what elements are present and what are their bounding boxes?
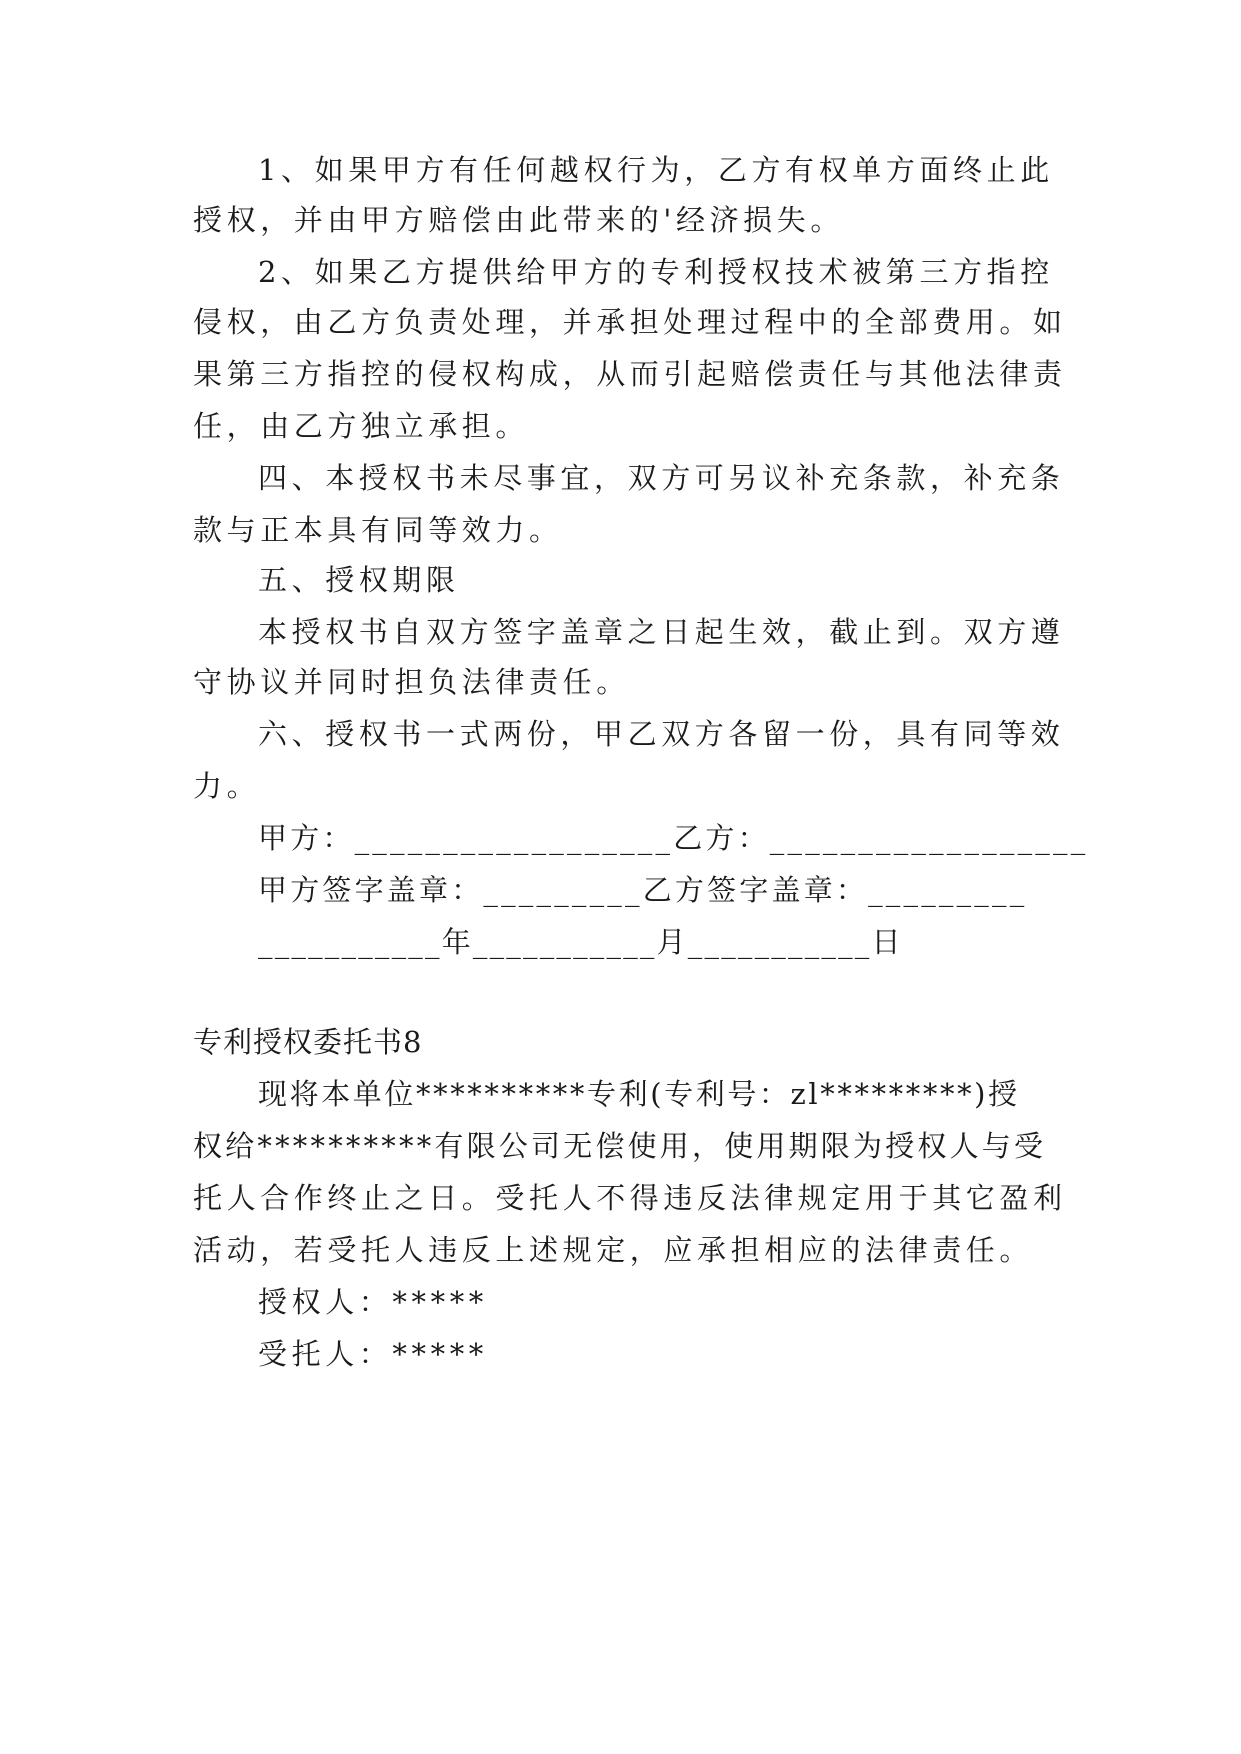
document-title: 专利授权委托书8 [193,1025,423,1059]
party-names-line: 甲方：__________________乙方：__________________ [258,821,1089,855]
section-5-line-1: 本授权书自双方签字盖章之日起生效，截止到。双方遵 [258,615,1065,649]
body-line-3: 托人合作终止之日。受托人不得违反法律规定用于其它盈利 [193,1181,1067,1215]
grantee-line: 受托人：***** [258,1337,488,1371]
section-6-line-2: 力。 [193,769,261,803]
signature-line: 甲方签字盖章：_________乙方签字盖章：_________ [258,873,1028,907]
clause-2-line-2: 侵权，由乙方负责处理，并承担处理过程中的全部费用。如 [193,305,1067,339]
body-line-4: 活动，若受托人违反上述规定，应承担相应的法律责任。 [193,1233,1034,1267]
clause-1-line-2: 授权，并由甲方赔偿由此带来的'经济损失。 [193,203,844,237]
body-line-2: 权给**********有限公司无偿使用，使用期限为授权人与受 [193,1129,1047,1163]
grantor-line: 授权人：***** [258,1285,488,1319]
section-5-line-2: 守协议并同时担负法律责任。 [193,665,630,699]
clause-2-line-1: 2、如果乙方提供给甲方的专利授权技术被第三方指控 [258,255,1054,289]
section-4-line-1: 四、本授权书未尽事宜，双方可另议补充条款，补充条 [258,461,1065,495]
date-line: ___________年___________月___________日 [258,925,903,959]
clause-1-line-1: 1、如果甲方有任何越权行为，乙方有权单方面终止此 [258,153,1054,187]
body-line-1: 现将本单位**********专利(专利号：zl*********)授 [258,1077,1020,1111]
clause-2-line-4: 任，由乙方独立承担。 [193,409,530,443]
clause-2-line-3: 果第三方指控的侵权构成，从而引起赔偿责任与其他法律责 [193,357,1067,391]
section-4-line-2: 款与正本具有同等效力。 [193,513,563,547]
section-6-line-1: 六、授权书一式两份，甲乙双方各留一份，具有同等效 [258,717,1065,751]
section-5-heading: 五、授权期限 [258,563,460,597]
